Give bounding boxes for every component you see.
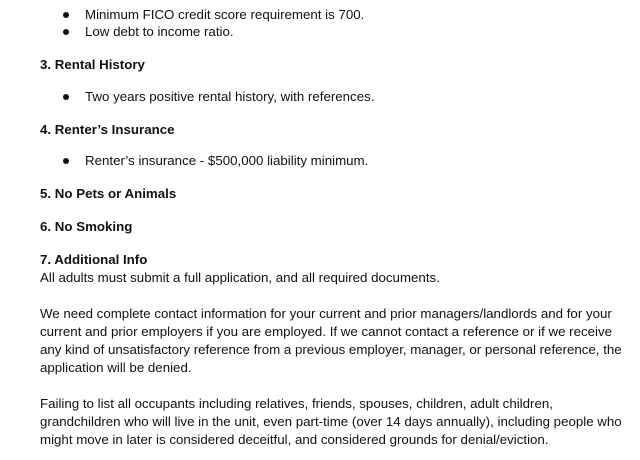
additional-info-paragraph-applications: All adults must submit a full application, and all required documents. (40, 270, 440, 285)
bullet-dot (63, 158, 69, 164)
credit-bullet-dti: Low debt to income ratio. (85, 24, 234, 39)
bullet-dot (63, 29, 69, 35)
bullet-dot (63, 94, 69, 100)
renters-insurance-bullet: Renter’s insurance - $500,000 liability minimum. (85, 153, 369, 168)
bullet-dot (63, 12, 69, 18)
additional-info-paragraph-references: We need complete contact information for your current and prior managers/landlords and for your current and prior employers if you are employed. If we cannot contact a reference or if we receive any kind of unsatisfactory reference from a previous employer, manager, or personal reference, the application will be denied. (40, 306, 622, 375)
additional-info-heading: 7. Additional Info (40, 252, 148, 267)
credit-bullet-fico: Minimum FICO credit score requirement is 700. (85, 7, 365, 22)
rental-history-heading: 3. Rental History (40, 57, 145, 72)
no-pets-heading: 5. No Pets or Animals (40, 186, 177, 201)
rental-history-bullet: Two years positive rental history, with references. (85, 89, 375, 104)
no-smoking-heading: 6. No Smoking (40, 219, 133, 234)
additional-info-paragraph-occupants: Failing to list all occupants including relatives, friends, spouses, children, adult children, grandchildren who will live in the unit, even part-time (over 14 days annually), including people who might move in later is considered deceitful, and considered grounds for denial/eviction. (40, 396, 622, 447)
renters-insurance-heading: 4. Renter’s Insurance (40, 122, 175, 137)
